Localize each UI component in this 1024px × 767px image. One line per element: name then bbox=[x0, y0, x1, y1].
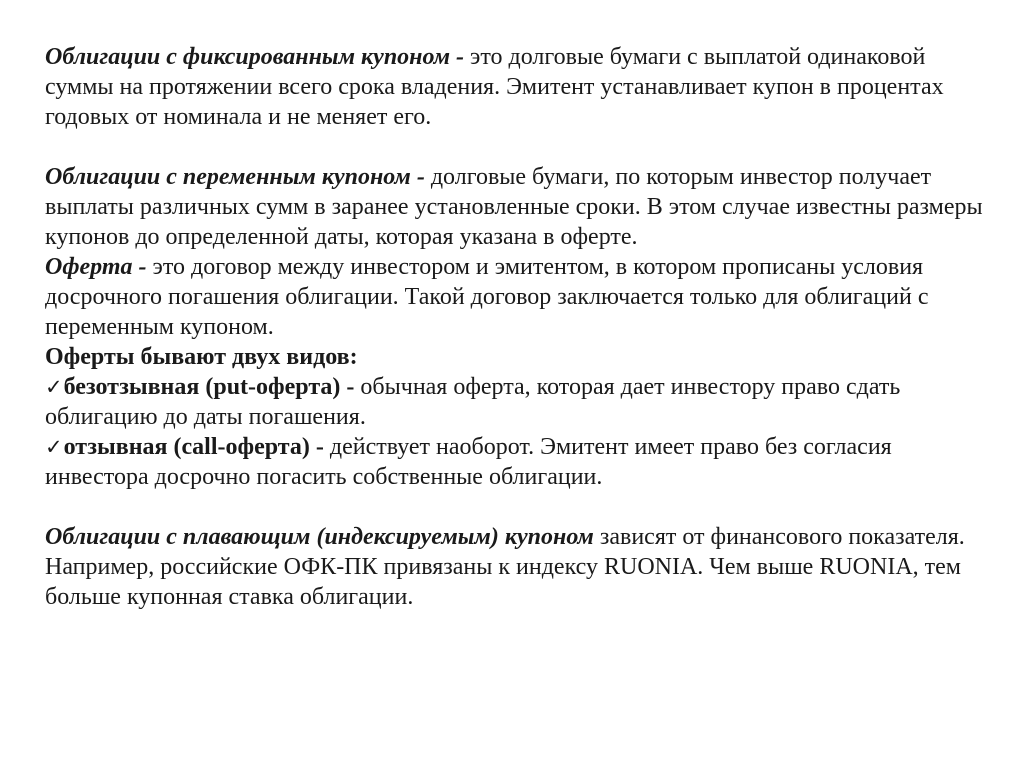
paragraph-offer bbox=[45, 252, 985, 342]
term-put-offer: безотзывная (put-оферта) - bbox=[63, 374, 355, 400]
definition-call-offer: действует наоборот. Эмитент имеет право без согласия инвестора досрочно погасить собственные облигации. bbox=[45, 434, 892, 490]
paragraph-floating-coupon bbox=[45, 522, 985, 612]
checkmark-icon: ✓ bbox=[45, 435, 63, 459]
definition-fixed-coupon: это долговые бумаги с выплатой одинаковой суммы на протяжении всего срока владения. Эмитент устанавливает купон в процентах годовых от номинала и не меняет его. bbox=[45, 44, 944, 130]
spacer bbox=[45, 132, 985, 162]
definition-put-offer: обычная оферта, которая дает инвестору право сдать облигацию до даты погашения. bbox=[45, 374, 901, 430]
list-item-put-offer bbox=[45, 372, 985, 432]
offer-types-heading: Оферты бывают двух видов: bbox=[45, 344, 358, 370]
term-call-offer: отзывная (call-оферта) - bbox=[63, 434, 324, 460]
term-offer: Оферта - bbox=[45, 254, 147, 280]
term-fixed-coupon: Облигации с фиксированным купоном - bbox=[45, 44, 465, 70]
definition-offer: это договор между инвестором и эмитентом, в котором прописаны условия досрочного погашения облигации. Такой договор заключается только для облигаций с переменным купоном. bbox=[45, 254, 929, 340]
term-floating-coupon: Облигации с плавающим (индексируемым) купоном bbox=[45, 524, 594, 550]
paragraph-fixed-coupon bbox=[45, 42, 985, 132]
definition-floating-coupon: зависят от финансового показателя. Например, российские ОФК-ПК привязаны к индексу RUONIA. Чем выше RUONIA, тем больше купонная ставка облигации. bbox=[45, 524, 965, 610]
spacer bbox=[45, 492, 985, 522]
slide-text bbox=[45, 42, 985, 612]
list-item-call-offer bbox=[45, 432, 985, 492]
checkmark-icon: ✓ bbox=[45, 375, 63, 399]
paragraph-variable-coupon bbox=[45, 162, 985, 252]
term-variable-coupon: Облигации с переменным купоном - bbox=[45, 164, 425, 190]
definition-variable-coupon: долговые бумаги, по которым инвестор получает выплаты различных сумм в заранее установленные сроки. В этом случае известны размеры купонов до определенной даты, которая указана в оферте. bbox=[45, 164, 983, 250]
